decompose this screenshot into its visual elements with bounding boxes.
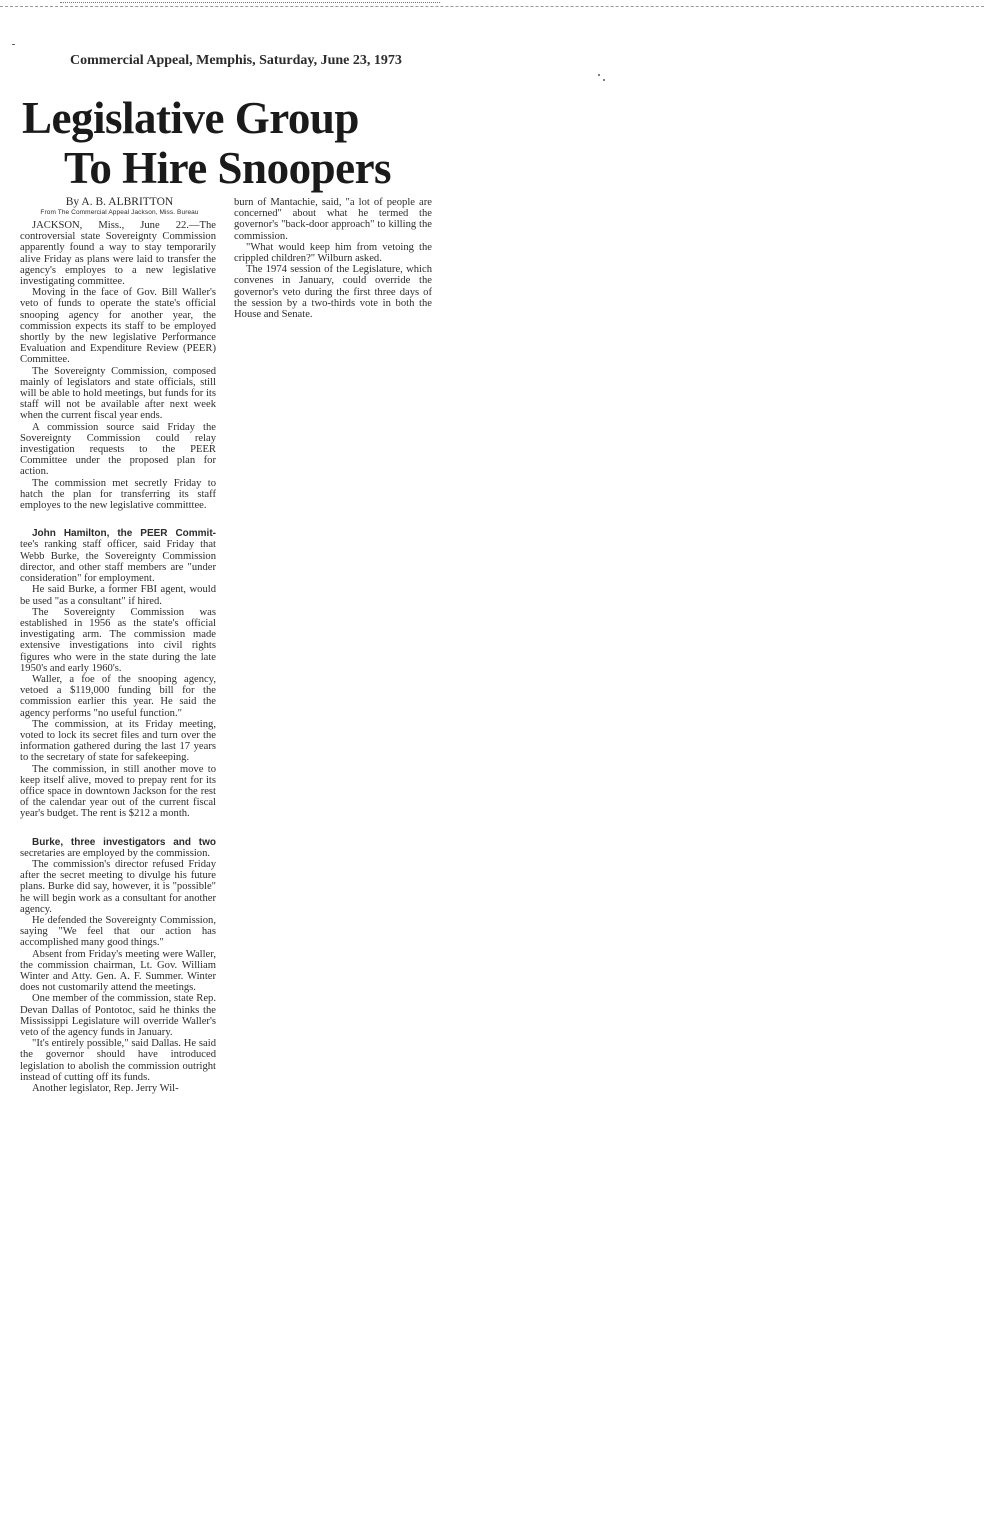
paragraph: He defended the Sovereignty Commission, saying "We feel that our action has accomplished many good things." [20,914,216,949]
scan-speck [603,79,605,81]
paragraph: burn of Mantachie, said, "a lot of people are concerned" about what he termed the governor's "back-door approach" to killing the commission. [234,197,432,242]
headline-line-2: To Hire Snoopers [64,143,392,193]
byline [22,196,217,216]
headline-line-1: Legislative Group [22,93,359,143]
paragraph: "It's entirely possible," said Dallas. He said the governor should have introduced legislation to abolish the commission outright instead of cutting off its funds. [20,1038,216,1083]
headline [22,93,442,193]
scan-speck [598,74,600,76]
paragraph: Waller, a foe of the snooping agency, vetoed a $119,000 funding bill for the commission earlier this year. He said the agency performs "no useful function." [20,673,216,719]
paragraph [20,837,216,859]
paragraph: A commission source said Friday the Sovereignty Commission could relay investigation requests to the PEER Committee under the proposed plan for action. [20,421,216,478]
subhead-lead: Burke, three investigators and two [32,836,216,848]
paragraph: The commission met secretly Friday to hatch the plan for transferring its staff employes to the new legislative committtee. [20,477,216,512]
paragraph: Moving in the face of Gov. Bill Waller's veto of funds to operate the state's official snooping agency for another year, the commission expects its staff to be employed shortly by the new legislative Performance Evaluation and Expenditure Review (PEER) Committee. [20,287,216,366]
paragraph: JACKSON, Miss., June 22.—The controversial state Sovereignty Commission apparently found a way to stay temporarily alive Friday as plans were laid to transfer the agency's employes to a new legislative investigating committee. [20,220,216,288]
scan-artifact-line [60,2,440,4]
byline-author: By A. B. ALBRITTON [65,196,174,208]
subhead-lead: John Hamilton, the PEER Commit- [32,528,216,540]
paragraph: Another legislator, Rep. Jerry Wil- [32,1083,179,1095]
paragraph: Absent from Friday's meeting were Waller, the commission chairman, Lt. Gov. William Winter and Atty. Gen. A. F. Summer. Winter does not customarily attend the meetings. [20,948,216,994]
paragraph: He said Burke, a former FBI agent, would be used "as a consultant" if hired. [20,584,216,607]
paragraph: One member of the commission, state Rep. Devan Dallas of Pontotoc, said he thinks the Mississippi Legislature will override Waller's veto of the agency funds in January. [20,993,216,1039]
paragraph: "What would keep him from vetoing the crippled children?" Wilburn asked. [234,241,432,265]
paragraph-text: tee's ranking staff officer, said Friday that Webb Burke, the Sovereignty Commission director, and other staff members are "under consideration" for employment. [20,539,216,585]
scan-speck [12,44,15,45]
paragraph: The Sovereignty Commission, composed mainly of legislators and state officials, still will be able to hold meetings, but funds for its staff will not be available after next week when the current fiscal year ends. [20,365,216,422]
paragraph: The commission's director refused Friday after the secret meeting to divulge his future plans. Burke did say, however, it is "possible" he will begin work as a consultant for another agency. [20,858,216,915]
paragraph: The commission, in still another move to keep itself alive, moved to prepay rent for its office space in downtown Jackson for the rest of the calendar year out of the current fiscal year's budget. The rent is $212 a month. [20,763,216,820]
paragraph-text: secretaries are employed by the commission. [20,847,211,859]
paragraph: The 1974 session of the Legislature, which convenes in January, could override the governor's veto during the first three days of the session by a two-thirds vote in both the House and Senate. [234,264,432,321]
paragraph: The Sovereignty Commission was established in 1956 as the state's official investigating arm. The commission made extensive investigations into civil rights figures who were in the state during the late 1950's and early 1960's. [20,606,216,674]
dateline: Commercial Appeal, Memphis, Saturday, June 23, 1973 [70,53,402,68]
byline-credit: From The Commercial Appeal Jackson, Miss. Bureau [40,209,199,216]
article-column-1 [20,220,216,1094]
paragraph: The commission, at its Friday meeting, voted to lock its secret files and turn over the information gathered during the last 17 years to the secretary of state for safekeeping. [20,718,216,764]
article-column-2 [234,197,432,320]
paragraph [20,528,216,584]
